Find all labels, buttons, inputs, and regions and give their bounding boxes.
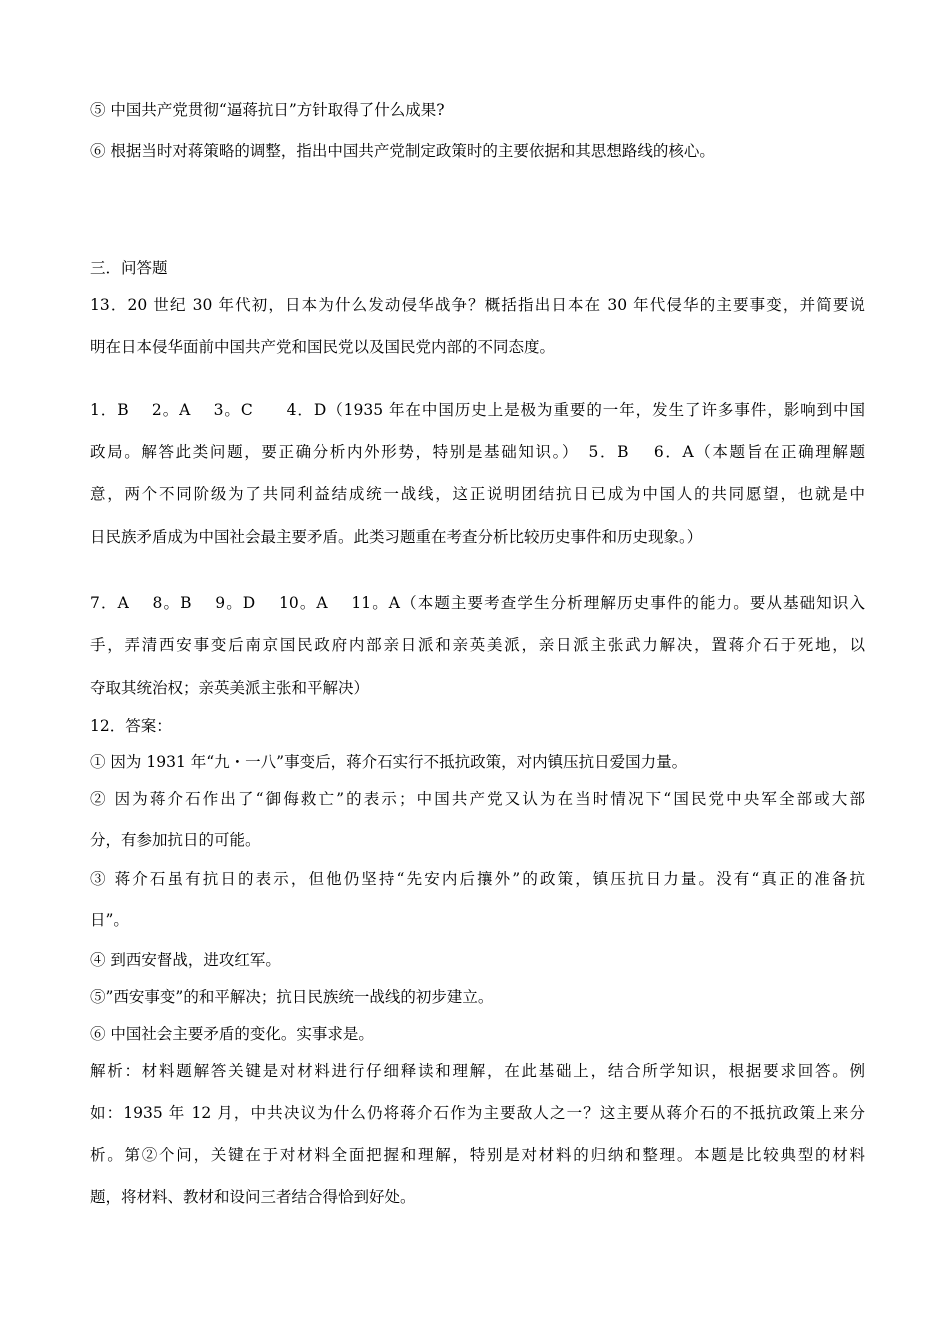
question-13-line-1: 13．20 世纪 30 年代初，日本为什么发动侵华战争？概括指出日本在 30 年代侵华的主要事变，并简要说 — [90, 296, 865, 314]
answer-12-2-line-2: 分，有参加抗日的可能。 — [90, 831, 261, 849]
analysis-line-3: 析。第②个问，关键在于对材料全面把握和理解，特别是对材料的归纳和整理。本题是比较典型的材料 — [90, 1146, 865, 1164]
analysis-line-2: 如：1935 年 12 月，中共决议为什么仍将蒋介石作为主要敌人之一？这主要从蒋介石的不抵抗政策上来分 — [90, 1104, 865, 1122]
answer-12-2-line-1: ② 因为蒋介石作出了“御侮救亡”的表示；中国共产党又认为在当时情况下“国民党中央军全部或大部 — [90, 790, 865, 808]
question-6: ⑥ 根据当时对蒋策略的调整，指出中国共产党制定政策时的主要依据和其思想路线的核心。 — [90, 142, 715, 160]
analysis-line-4: 题，将材料、教材和设问三者结合得恰到好处。 — [90, 1188, 416, 1206]
answers-block-2-line-3: 夺取其统治权；亲英美派主张和平解决） — [90, 679, 370, 697]
answer-12-3-line-2: 日”。 — [90, 911, 129, 929]
answer-12-6: ⑥ 中国社会主要矛盾的变化。实事求是。 — [90, 1025, 374, 1043]
question-5: ⑤ 中国共产党贯彻“逼蒋抗日”方针取得了什么成果? — [90, 101, 445, 119]
answer-12-1: ① 因为 1931 年“九・一八”事变后，蒋介石实行不抵抗政策，对内镇压抗日爱国力量。 — [90, 753, 688, 771]
answers-block-1-line-2: 政局。解答此类问题，要正确分析内外形势，特别是基础知识。） 5．B 6．A（本题旨在正确理解题 — [90, 443, 865, 461]
answers-block-2-line-2: 手，弄清西安事变后南京国民政府内部亲日派和亲英美派，亲日派主张武力解决，置蒋介石于死地，以 — [90, 636, 865, 654]
question-12-label: 12．答案： — [90, 717, 172, 735]
section-heading: 三．问答题 — [90, 259, 168, 277]
answers-block-1-line-1: 1．B 2。A 3。C 4．D（1935 年在中国历史上是极为重要的一年，发生了许多事件，影响到中国 — [90, 401, 865, 419]
answer-12-4: ④ 到西安督战，进攻红军。 — [90, 951, 281, 969]
answers-block-2-line-1: 7．A 8。B 9。D 10。A 11。A（本题主要考查学生分析理解历史事件的能力。要从基础知识入 — [90, 594, 865, 612]
analysis-line-1: 解析：材料题解答关键是对材料进行仔细释读和理解，在此基础上，结合所学知识，根据要求回答。例 — [90, 1062, 865, 1080]
answers-block-1-line-4: 日民族矛盾成为中国社会最主要矛盾。此类习题重在考查分析比较历史事件和历史现象。） — [90, 528, 703, 546]
answers-block-1-line-3: 意，两个不同阶级为了共同利益结成统一战线，这正说明团结抗日已成为中国人的共同愿望，也就是中 — [90, 485, 865, 503]
answer-12-3-line-1: ③ 蒋介石虽有抗日的表示，但他仍坚持“先安内后攘外”的政策，镇压抗日力量。没有“真正的准备抗 — [90, 870, 865, 888]
answer-12-5: ⑤”西安事变”的和平解决；抗日民族统一战线的初步建立。 — [90, 988, 494, 1006]
question-13-line-2: 明在日本侵华面前中国共产党和国民党以及国民党内部的不同态度。 — [90, 338, 556, 356]
